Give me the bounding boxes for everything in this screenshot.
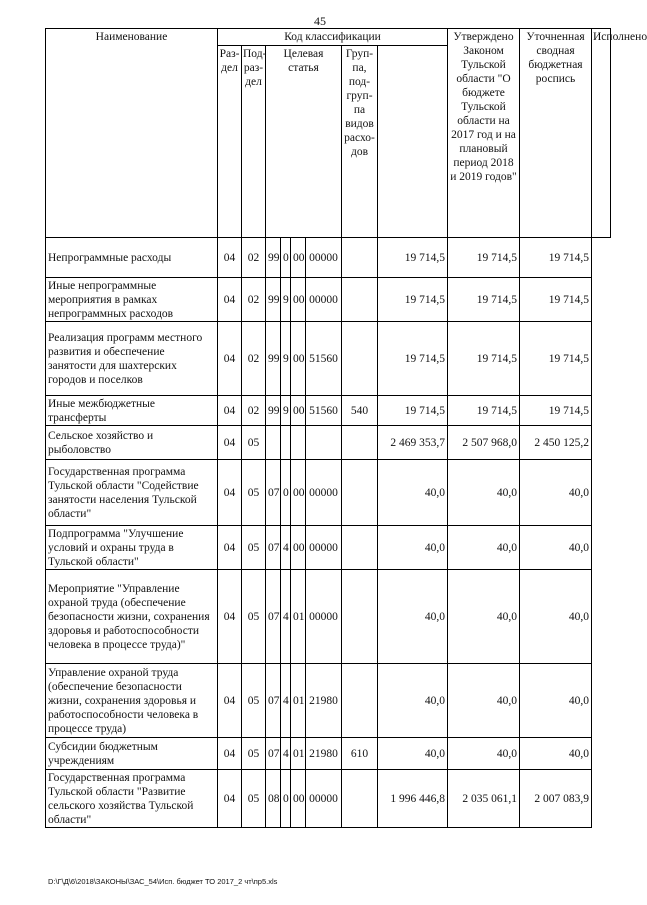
table-cell-target-measure: 00 <box>291 770 306 828</box>
table-cell-target-subprogram: 4 <box>281 738 291 770</box>
table-cell-target-direction: 00000 <box>306 278 342 322</box>
table-row <box>46 738 611 770</box>
table-row <box>46 770 611 828</box>
table-row <box>46 238 611 278</box>
table-cell-refined: 19 714,5 <box>448 396 520 426</box>
table-cell-approved: 40,0 <box>378 526 448 570</box>
table-cell-podrazdel: 02 <box>242 396 266 426</box>
table-cell-name: Сельское хозяйство и рыболовство <box>46 426 218 460</box>
table-cell-razdel: 04 <box>218 664 242 738</box>
table-cell-refined: 2 035 061,1 <box>448 770 520 828</box>
table-cell-approved: 40,0 <box>378 570 448 664</box>
header-executed: Исполнено <box>592 29 611 238</box>
table-cell-refined: 19 714,5 <box>448 278 520 322</box>
table-cell-target-subprogram: 4 <box>281 664 291 738</box>
table-cell-group <box>342 238 378 278</box>
table-cell-podrazdel: 05 <box>242 426 266 460</box>
table-cell-target-subprogram: 0 <box>281 238 291 278</box>
table-cell-razdel: 04 <box>218 570 242 664</box>
file-path-footer: D:\Г\Д\6\2018\ЗАКОНЫ\ЗАС_54\Исп. бюджет ТО 2017_2 чт\пр5.xls <box>48 877 278 886</box>
table-cell-refined: 40,0 <box>448 738 520 770</box>
table-cell-group <box>342 770 378 828</box>
header-name: Наименование <box>46 29 218 238</box>
table-cell-razdel: 04 <box>218 278 242 322</box>
table-cell-executed: 40,0 <box>520 664 592 738</box>
table-cell-target-program: 07 <box>266 738 281 770</box>
table-cell-target-program: 07 <box>266 570 281 664</box>
table-cell-target-direction: 00000 <box>306 238 342 278</box>
table-cell-razdel: 04 <box>218 460 242 526</box>
table-row <box>46 460 611 526</box>
table-cell-refined: 40,0 <box>448 570 520 664</box>
table-cell-target-subprogram: 9 <box>281 278 291 322</box>
table-cell-refined: 19 714,5 <box>448 238 520 278</box>
table-cell-target-subprogram: 4 <box>281 526 291 570</box>
table-cell-razdel: 04 <box>218 738 242 770</box>
table-cell-name: Субсидии бюджетным учреждениям <box>46 738 218 770</box>
table-cell-podrazdel: 05 <box>242 664 266 738</box>
table-cell-name: Мероприятие "Управление охраной труда (обеспечение безопасности жизни, сохранения здоровья и работоспособности человека в процессе труда)" <box>46 570 218 664</box>
table-cell-refined: 40,0 <box>448 526 520 570</box>
table-cell-name: Государственная программа Тульской области "Развитие сельского хозяйства Тульской области" <box>46 770 218 828</box>
table-cell-target-subprogram: 9 <box>281 396 291 426</box>
table-cell-executed: 19 714,5 <box>520 278 592 322</box>
table-cell-refined: 19 714,5 <box>448 322 520 396</box>
table-cell-approved: 40,0 <box>378 664 448 738</box>
table-row <box>46 278 611 322</box>
table-cell-target-program: 99 <box>266 238 281 278</box>
table-cell-podrazdel: 05 <box>242 570 266 664</box>
table-cell-group <box>342 570 378 664</box>
header-classification: Код классификации <box>218 29 448 46</box>
table-cell-executed: 2 007 083,9 <box>520 770 592 828</box>
table-cell-group <box>342 322 378 396</box>
table-cell-refined: 40,0 <box>448 460 520 526</box>
table-cell-target-subprogram <box>281 426 291 460</box>
table-cell-executed: 40,0 <box>520 460 592 526</box>
table-cell-target-measure: 00 <box>291 396 306 426</box>
page-number: 45 <box>314 14 326 28</box>
table-cell-approved: 19 714,5 <box>378 322 448 396</box>
table-cell-target-measure: 00 <box>291 238 306 278</box>
header-refined: Уточненная сводная бюджетная роспись <box>520 29 592 238</box>
table-cell-target-program: 07 <box>266 526 281 570</box>
table-cell-group <box>342 526 378 570</box>
table-row <box>46 396 611 426</box>
table-cell-group <box>342 664 378 738</box>
table-cell-razdel: 04 <box>218 238 242 278</box>
table-cell-target-program: 07 <box>266 664 281 738</box>
table-cell-target-program: 99 <box>266 396 281 426</box>
table-cell-executed: 19 714,5 <box>520 238 592 278</box>
table-cell-executed: 19 714,5 <box>520 396 592 426</box>
table-cell-target-measure: 00 <box>291 526 306 570</box>
table-cell-podrazdel: 05 <box>242 738 266 770</box>
table-row <box>46 664 611 738</box>
table-cell-razdel: 04 <box>218 526 242 570</box>
header-razdel: Раз-дел <box>218 46 242 238</box>
table-row <box>46 570 611 664</box>
table-cell-executed: 40,0 <box>520 570 592 664</box>
table-cell-approved: 19 714,5 <box>378 396 448 426</box>
table-row <box>46 322 611 396</box>
table-cell-target-measure <box>291 426 306 460</box>
header-group: Груп-па, под-груп-па видов расхо-дов <box>342 46 378 238</box>
table-cell-target-subprogram: 4 <box>281 570 291 664</box>
table-cell-target-measure: 00 <box>291 460 306 526</box>
header-podrazdel: Под-раз-дел <box>242 46 266 238</box>
table-cell-razdel: 04 <box>218 770 242 828</box>
table-cell-podrazdel: 05 <box>242 770 266 828</box>
table-cell-group <box>342 426 378 460</box>
table-cell-podrazdel: 05 <box>242 460 266 526</box>
header-target: Целевая статья <box>266 46 342 238</box>
table-cell-target-direction: 00000 <box>306 460 342 526</box>
table-cell-razdel: 04 <box>218 396 242 426</box>
table-row <box>46 526 611 570</box>
table-cell-group: 610 <box>342 738 378 770</box>
header-approved: Утверждено Законом Тульской области "О бюджете Тульской области на 2017 год и на плановый период 2018 и 2019 годов" <box>448 29 520 238</box>
table-cell-executed: 19 714,5 <box>520 322 592 396</box>
table-cell-target-subprogram: 9 <box>281 322 291 396</box>
table-cell-group: 540 <box>342 396 378 426</box>
table-cell-target-subprogram: 0 <box>281 460 291 526</box>
table-cell-target-direction: 00000 <box>306 526 342 570</box>
table-cell-refined: 40,0 <box>448 664 520 738</box>
table-row <box>46 426 611 460</box>
table-cell-razdel: 04 <box>218 322 242 396</box>
table-cell-name: Непрограммные расходы <box>46 238 218 278</box>
table-cell-approved: 2 469 353,7 <box>378 426 448 460</box>
table-cell-name: Реализация программ местного развития и обеспечение занятости для шахтерских городов и поселков <box>46 322 218 396</box>
table-cell-approved: 19 714,5 <box>378 278 448 322</box>
table-cell-target-program: 99 <box>266 278 281 322</box>
table-cell-target-direction: 00000 <box>306 570 342 664</box>
table-cell-target-direction: 21980 <box>306 738 342 770</box>
table-cell-target-direction: 00000 <box>306 770 342 828</box>
table-cell-name: Подпрограмма "Улучшение условий и охраны труда в Тульской области" <box>46 526 218 570</box>
table-cell-name: Иные непрограммные мероприятия в рамках непрограммных расходов <box>46 278 218 322</box>
table-cell-executed: 40,0 <box>520 526 592 570</box>
table-cell-target-subprogram: 0 <box>281 770 291 828</box>
budget-table <box>45 28 647 828</box>
table-cell-podrazdel: 02 <box>242 278 266 322</box>
table-cell-approved: 1 996 446,8 <box>378 770 448 828</box>
table-cell-target-program: 08 <box>266 770 281 828</box>
table-cell-target-measure: 00 <box>291 278 306 322</box>
table-cell-razdel: 04 <box>218 426 242 460</box>
table-cell-group <box>342 278 378 322</box>
table-cell-approved: 40,0 <box>378 738 448 770</box>
table-cell-name: Иные межбюджетные трансферты <box>46 396 218 426</box>
table-cell-approved: 40,0 <box>378 460 448 526</box>
table-cell-executed: 40,0 <box>520 738 592 770</box>
table-cell-name: Государственная программа Тульской области "Содействие занятости населения Тульской области" <box>46 460 218 526</box>
table-cell-target-direction: 51560 <box>306 322 342 396</box>
table-cell-podrazdel: 02 <box>242 322 266 396</box>
table-cell-group <box>342 460 378 526</box>
table-cell-target-program: 07 <box>266 460 281 526</box>
table-cell-target-direction: 21980 <box>306 664 342 738</box>
table-cell-target-measure: 01 <box>291 664 306 738</box>
table-cell-podrazdel: 05 <box>242 526 266 570</box>
table-cell-target-measure: 00 <box>291 322 306 396</box>
table-cell-podrazdel: 02 <box>242 238 266 278</box>
table-cell-refined: 2 507 968,0 <box>448 426 520 460</box>
table-cell-target-program: 99 <box>266 322 281 396</box>
table-cell-target-direction: 51560 <box>306 396 342 426</box>
table-cell-name: Управление охраной труда (обеспечение безопасности жизни, сохранения здоровья и работоспособности человека в процессе труда) <box>46 664 218 738</box>
table-cell-approved: 19 714,5 <box>378 238 448 278</box>
table-cell-target-measure: 01 <box>291 738 306 770</box>
table-cell-target-direction <box>306 426 342 460</box>
table-cell-target-program <box>266 426 281 460</box>
table-cell-target-measure: 01 <box>291 570 306 664</box>
table-cell-executed: 2 450 125,2 <box>520 426 592 460</box>
